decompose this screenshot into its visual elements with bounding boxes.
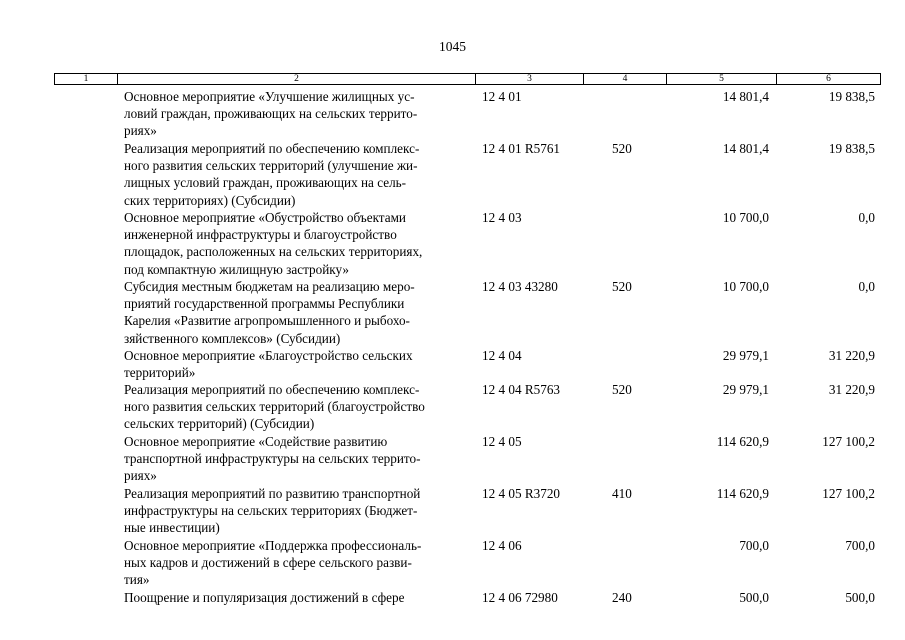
row-code: 12 4 04 <box>482 348 522 363</box>
row-name-line: сельских территорий) (Субсидии) <box>124 416 315 432</box>
row-name-line: Поощрение и популяризация достижений в сфере <box>124 590 405 605</box>
row-name-line: риях» <box>124 123 157 139</box>
row-code: 12 4 05 <box>482 434 522 449</box>
row-code: 12 4 03 43280 <box>482 279 558 294</box>
header-col-4: 4 <box>584 74 667 84</box>
row-name-line: Основное мероприятие «Улучшение жилищных ус- <box>124 89 415 104</box>
row-value-col6: 31 220,9 <box>828 382 875 397</box>
row-name-line: площадок, расположенных на сельских территориях, <box>124 244 423 260</box>
table-row <box>0 88 905 140</box>
row-code: 12 4 01 R5761 <box>482 141 561 156</box>
row-name-line: ного развития сельских территорий (улучшение жи- <box>124 158 418 174</box>
row-name-line: территорий» <box>124 365 196 381</box>
row-code: 12 4 06 72980 <box>482 590 558 605</box>
row-value-col5: 29 979,1 <box>722 382 769 397</box>
row-name-line: Основное мероприятие «Обустройство объектами <box>124 210 406 225</box>
row-value-col6: 500,0 <box>845 590 875 605</box>
row-code: 12 4 05 R3720 <box>482 486 561 501</box>
row-value-col5: 14 801,4 <box>722 89 769 104</box>
row-code: 12 4 01 <box>482 89 522 104</box>
row-name-line: зяйственного комплексов» (Субсидии) <box>124 330 341 346</box>
row-name-line: под компактную жилищную застройку» <box>124 261 349 277</box>
row-name-line: Основное мероприятие «Содействие развитию <box>124 434 388 449</box>
row-kind: 520 <box>612 279 632 294</box>
header-col-2: 2 <box>118 74 476 84</box>
row-kind: 520 <box>612 382 632 397</box>
row-name-line: лищных условий граждан, проживающих на сель- <box>124 175 407 191</box>
row-value-col5: 114 620,9 <box>716 486 769 501</box>
header-col-3: 3 <box>476 74 584 84</box>
table-row <box>0 347 905 381</box>
row-name-line: тия» <box>124 572 150 588</box>
row-name-line: инженерной инфраструктуры и благоустройство <box>124 227 397 243</box>
row-name <box>124 485 474 537</box>
row-name <box>124 589 474 606</box>
row-value-col5: 10 700,0 <box>722 279 769 294</box>
row-kind: 240 <box>612 590 632 605</box>
table-row <box>0 381 905 433</box>
row-name-line: инфраструктуры на сельских территориях (Бюджет- <box>124 503 418 519</box>
row-value-col6: 0,0 <box>858 279 875 294</box>
row-code: 12 4 03 <box>482 210 522 225</box>
row-kind: 520 <box>612 141 632 156</box>
table-row <box>0 485 905 537</box>
row-name-line: Реализация мероприятий по развитию транспортной <box>124 486 421 501</box>
row-code: 12 4 06 <box>482 538 522 553</box>
row-name-line: ных кадров и достижений в сфере сельского разви- <box>124 555 412 571</box>
header-col-6: 6 <box>826 74 831 84</box>
row-name <box>124 347 474 381</box>
row-name-line: Карелия «Развитие агропромышленного и рыбохо- <box>124 313 410 329</box>
header-col-1: 1 <box>55 74 118 84</box>
row-name-line: ловий граждан, проживающих на сельских террито- <box>124 106 418 122</box>
row-value-col5: 700,0 <box>739 538 769 553</box>
row-name-line: ских территориях) (Субсидии) <box>124 192 296 208</box>
row-value-col6: 19 838,5 <box>828 89 875 104</box>
row-value-col6: 19 838,5 <box>828 141 875 156</box>
row-name <box>124 381 474 433</box>
row-value-col6: 127 100,2 <box>822 434 875 449</box>
row-value-col6: 127 100,2 <box>822 486 875 501</box>
row-value-col5: 29 979,1 <box>722 348 769 363</box>
row-name-line: Субсидия местным бюджетам на реализацию меро- <box>124 279 415 294</box>
table-header <box>54 73 881 85</box>
row-name <box>124 88 474 140</box>
row-value-col5: 10 700,0 <box>722 210 769 225</box>
table-row <box>0 537 905 589</box>
row-name-line: Реализация мероприятий по обеспечению комплекс- <box>124 382 420 397</box>
header-col-5: 5 <box>667 74 777 84</box>
row-name-line: транспортной инфраструктуры на сельских террито- <box>124 451 421 467</box>
table-body <box>0 88 905 607</box>
row-name-line: риях» <box>124 468 157 484</box>
row-name <box>124 433 474 485</box>
table-row <box>0 209 905 278</box>
table-row <box>0 278 905 347</box>
row-name-line: ного развития сельских территорий (благоустройство <box>124 399 425 415</box>
row-code: 12 4 04 R5763 <box>482 382 561 397</box>
row-value-col5: 14 801,4 <box>722 141 769 156</box>
row-name-line: Реализация мероприятий по обеспечению комплекс- <box>124 141 420 156</box>
row-value-col5: 114 620,9 <box>716 434 769 449</box>
row-name-line: приятий государственной программы Республики <box>124 296 405 312</box>
row-name <box>124 537 474 589</box>
row-value-col6: 700,0 <box>845 538 875 553</box>
row-value-col6: 0,0 <box>858 210 875 225</box>
row-name <box>124 278 474 347</box>
page-number: 1045 <box>439 39 466 54</box>
row-name-line: Основное мероприятие «Благоустройство сельских <box>124 348 413 363</box>
row-name-line: Основное мероприятие «Поддержка профессиональ- <box>124 538 422 553</box>
row-name <box>124 140 474 209</box>
row-name-line: ные инвестиции) <box>124 520 220 536</box>
row-value-col6: 31 220,9 <box>828 348 875 363</box>
table-row <box>0 433 905 485</box>
row-kind: 410 <box>612 486 632 501</box>
table-row <box>0 589 905 607</box>
row-value-col5: 500,0 <box>739 590 769 605</box>
table-row <box>0 140 905 209</box>
row-name <box>124 209 474 278</box>
